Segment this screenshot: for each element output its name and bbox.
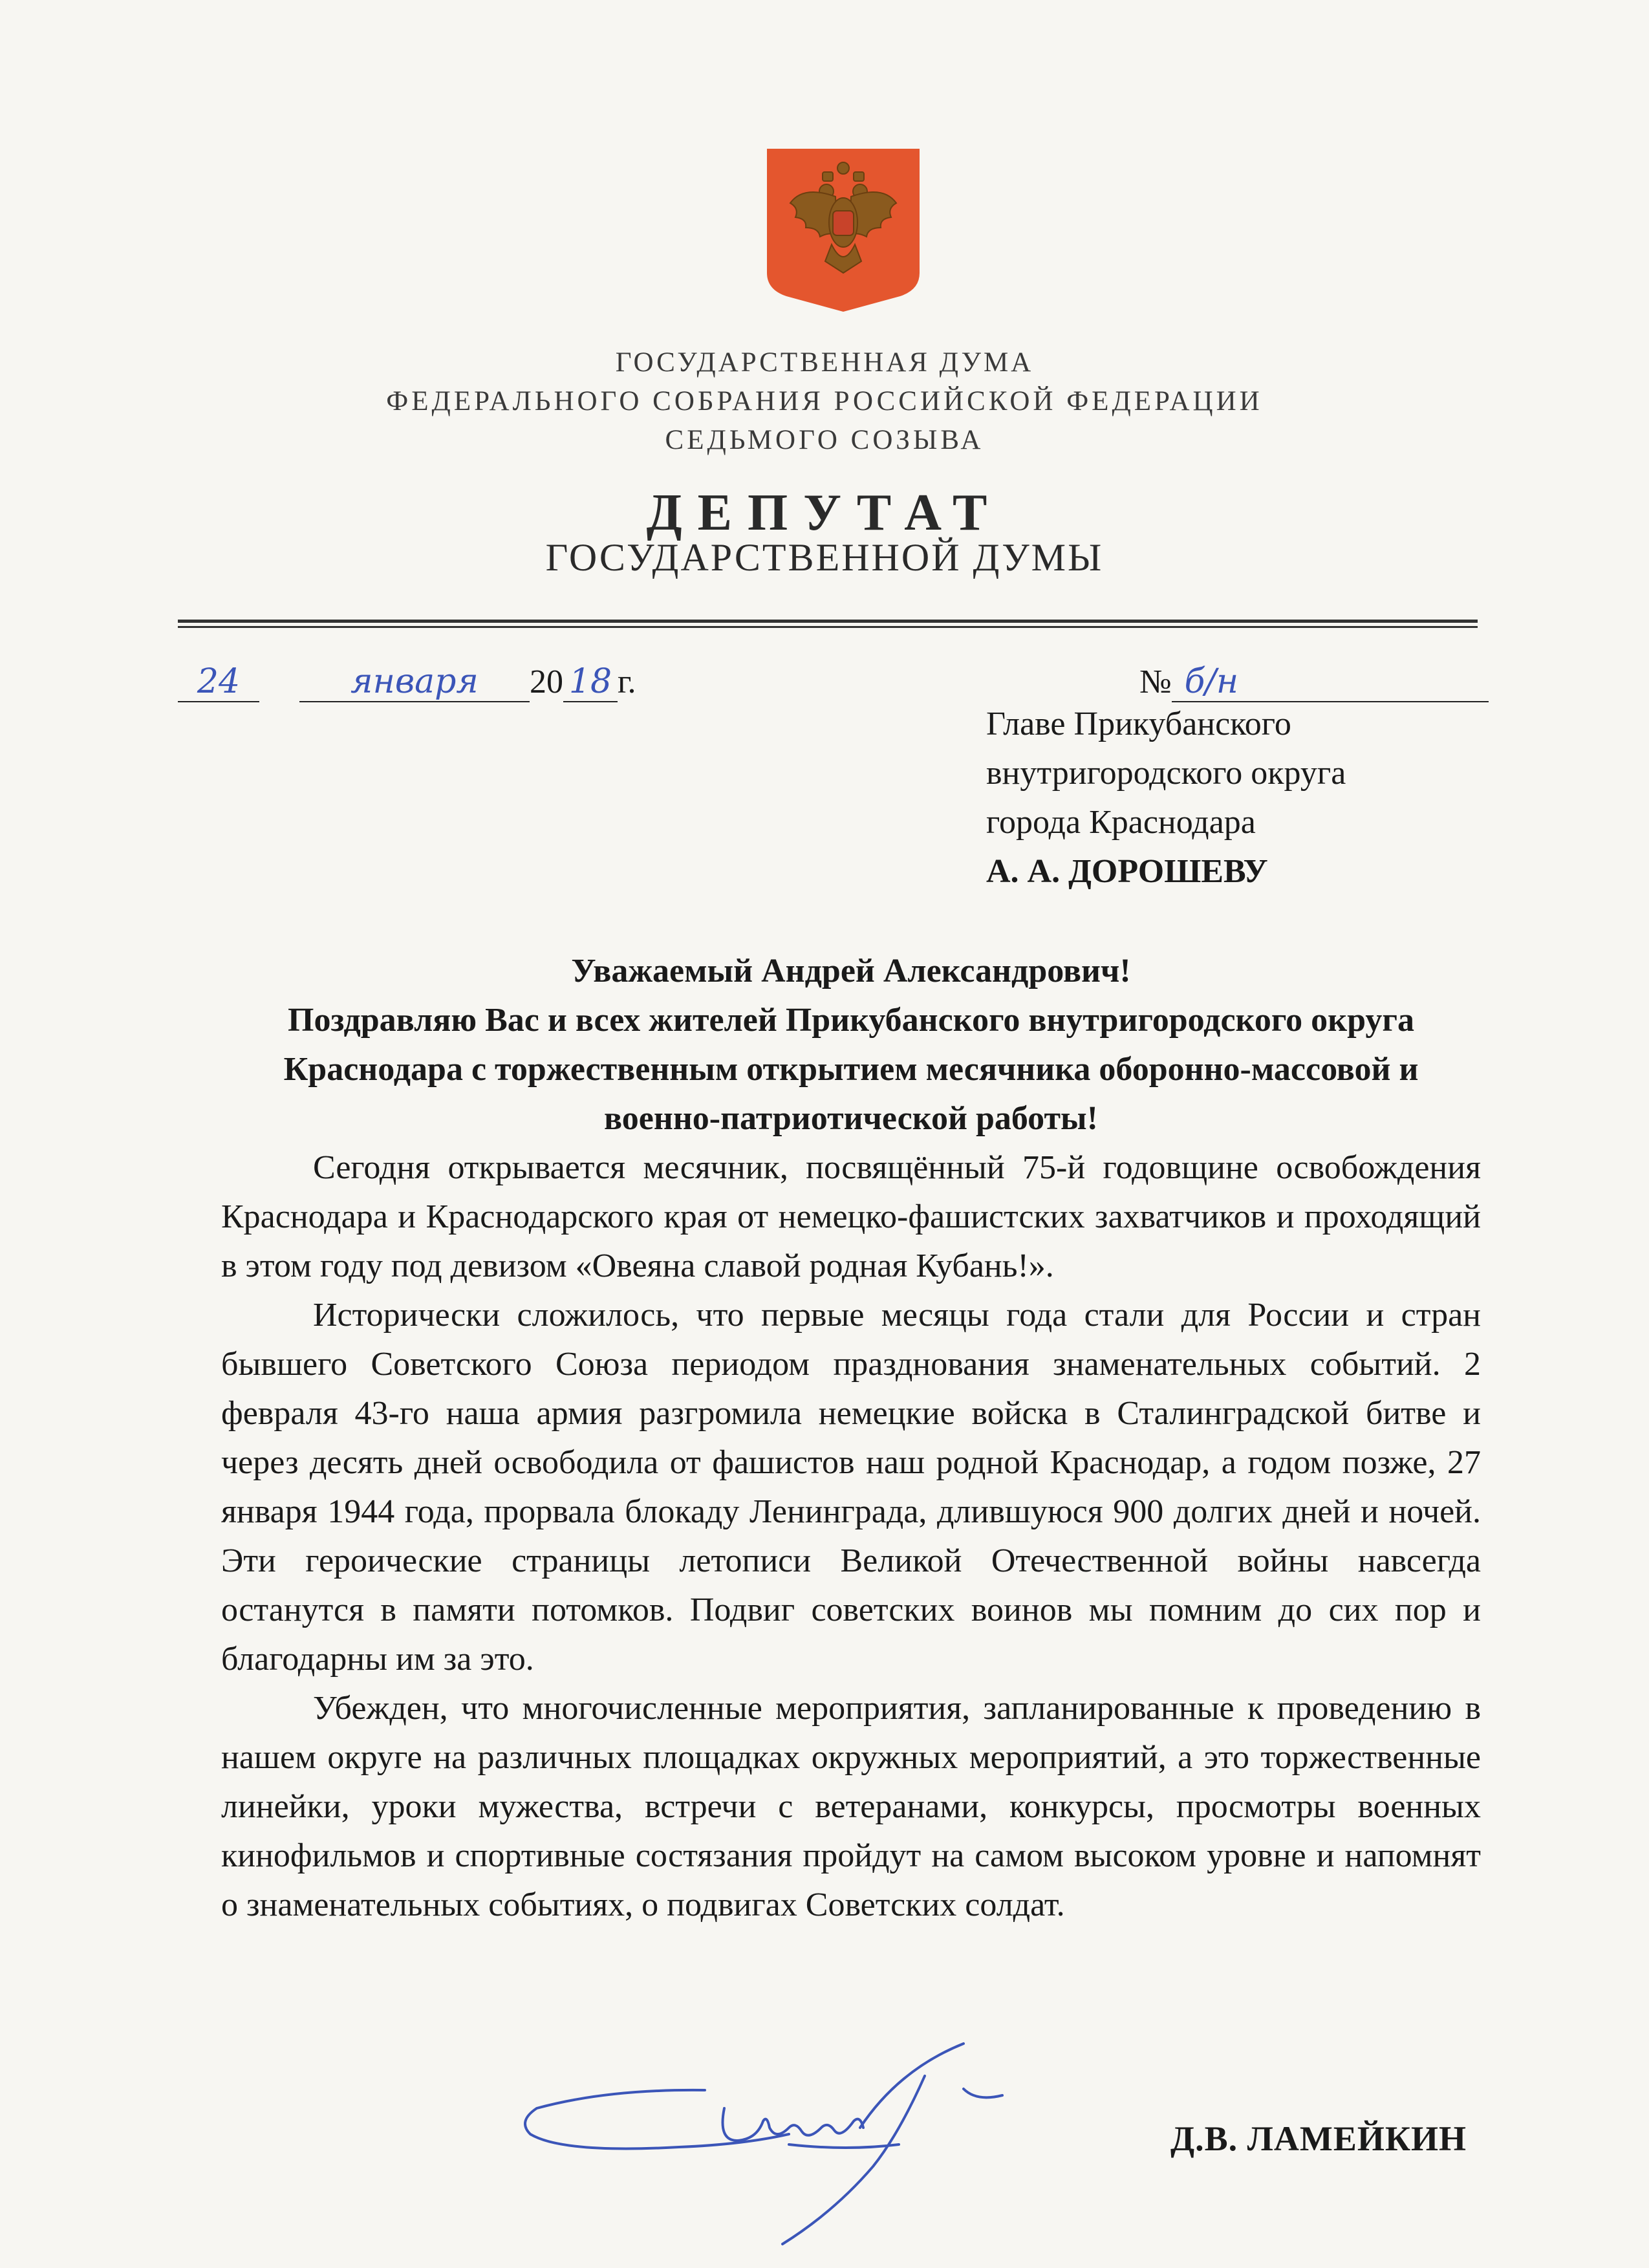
letterhead-subtitle: ГОСУДАРСТВЕННОЙ ДУМЫ — [545, 536, 1104, 579]
date-year-prefix: 20 — [530, 664, 563, 700]
number-value: б/н — [1172, 662, 1489, 702]
russian-coat-of-arms-icon — [764, 146, 922, 314]
date-year-mark: г. — [618, 664, 636, 700]
letter-greeting: Уважаемый Андрей Александрович! — [571, 953, 1131, 989]
date-day: 24 — [178, 662, 259, 702]
letter-congratulation: Поздравляю Вас и всех жителей Прикубанского внутригородского округа Краснодара с торжественным открытием месячника оборонно-массовой и военно-патриотической работы! — [283, 1002, 1419, 1137]
date-line — [178, 662, 636, 702]
letter-paragraph-1: Сегодня открывается месячник, посвящённый 75-й годовщине освобождения Краснодара и Краснодарского края от немецко-фашистских захватчиков и проходящий в этом году под девизом «Овеяна славой родная Кубань!». — [221, 1149, 1481, 1284]
header-divider — [178, 620, 1478, 623]
institution-line-3: СЕДЬМОГО СОЗЫВА — [665, 425, 984, 455]
letterhead-title: ДЕПУТАТ — [646, 484, 1003, 541]
letter-paragraph-3: Убежден, что многочисленные мероприятия, запланированные к проведению в нашем округе на различных площадках окружных мероприятий, а это торжественные линейки, уроки мужества, встречи с ветеранами, конкурсы, просмотры военных кинофильмов и спортивные состязания пройдут на самом высоком уровне и напомнят о знаменательных событиях, о подвигах Советских солдат. — [221, 1690, 1481, 1923]
addressee-line-2: внутригородского округа — [986, 755, 1346, 792]
number-line — [1139, 662, 1489, 702]
signer-name: Д.В. ЛАМЕЙКИН — [1170, 2119, 1467, 2158]
date-year-suffix: 18 — [563, 662, 618, 702]
addressee-line-3: города Краснодара — [986, 804, 1256, 841]
addressee-block — [986, 700, 1346, 896]
addressee-line-1: Главе Прикубанского — [986, 706, 1291, 742]
letter-body — [221, 947, 1481, 1930]
addressee-name: А. А. ДОРОШЕВУ — [986, 853, 1268, 890]
header-divider-thin — [178, 626, 1478, 628]
institution-line-1: ГОСУДАРСТВЕННАЯ ДУМА — [615, 347, 1034, 378]
number-label: № — [1139, 664, 1172, 700]
handwritten-signature-icon — [511, 2031, 1041, 2257]
institution-line-2: ФЕДЕРАЛЬНОГО СОБРАНИЯ РОССИЙСКОЙ ФЕДЕРАЦИИ — [386, 386, 1263, 416]
date-month: января — [299, 662, 530, 702]
letter-paragraph-2: Исторически сложилось, что первые месяцы года стали для России и стран бывшего Советского Союза периодом празднования знаменательных событий. 2 февраля 43-го наша армия разгромила немецкие войска в Сталинградской битве и через десять дней освободила от фашистов наш родной Краснодар, а годом позже, 27 января 1944 года, прорвала блокаду Ленинграда, длившуюся 900 долгих дней и ночей. Эти героические страницы летописи Великой Отечественной войны навсегда останутся в памяти потомков. Подвиг советских воинов мы помним до сих пор и благодарны им за это. — [221, 1297, 1481, 1678]
